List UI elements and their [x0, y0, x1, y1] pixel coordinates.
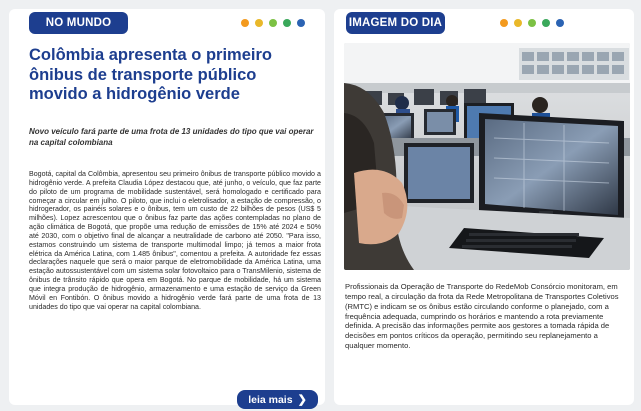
dot-icon [269, 19, 277, 27]
read-more-button[interactable] [237, 390, 318, 409]
dot-icon [528, 19, 536, 27]
dot-icon [297, 19, 305, 27]
article-body: Bogotá, capital da Colômbia, apresentou seu primeiro ônibus de transporte público movido a hidrogênio verde. A prefeita Claudia López destacou que, até junho, o veículo, que faz parte do piloto de um programa de mobilidade sustentável, será homologado e certificado para começar a circular em julho. O piloto, que inclui o eletrolisador, a estação de compressão, o hidrogerador, os painéis solares e o ônibus, tem um custo de 22 bilhões de pesos (US$ 5 milhões). Lopez acrescentou que o ônibus faz parte das ações contempladas no plano de ação climática de Bogotá, que propõe uma redução de emissões de 15% até 2024 e 50% até 2030, com o objetivo final de alcançar a neutralidade de carbono até 2050. "Para isso, estamos construindo um sistema de transporte multimodal limpo; já temos a maior frota elétrica da América Latina, com 1.485 ônibus", comentou a prefeita. A autoridade fez essas declarações naquele que será o maior parque de eletromobilidade da América Latina, uma estação autossustentável com um sistema solar fotovoltaico para o TransMilenio, sistema de ônibus de trânsito rápido que opera em Bogotá. No parque de mobilidade, há um sistema que integra produção de hidrogênio, armazenamento e uma estação de serviço da Green Móvil en Fontibón. O ônibus movido a hidrogênio verde fará parte de uma frota de 13 unidades do tipo que vai operar na capital colombiana. [29, 170, 321, 311]
news-card-no-mundo [9, 9, 325, 405]
read-more-label: leia mais [248, 393, 293, 406]
decorative-dots [500, 19, 564, 27]
chevron-right-icon: ❯ [297, 394, 307, 406]
dot-icon [283, 19, 291, 27]
article-headline[interactable]: Colômbia apresenta o primeiro ônibus de transporte público movido a hidrogênio verde [29, 46, 272, 103]
dot-icon [255, 19, 263, 27]
dot-icon [514, 19, 522, 27]
dot-icon [556, 19, 564, 27]
control-room-photo[interactable] [344, 43, 630, 270]
article-subhead: Novo veículo fará parte de uma frota de 13 unidades do tipo que vai operar na capital colombiana [29, 127, 314, 147]
dot-icon [241, 19, 249, 27]
image-of-day-card [334, 9, 634, 405]
photo-caption: Profissionais da Operação de Transporte do RedeMob Consórcio monitoram, em tempo real, a circulação da frota da Rede Metropolitana de Transportes Coletivos (RMTC) e indicam se os ônibus estão circulando conforme o planejado, com a frequência adequada, cumprindo os horários e mantendo a rota previamente definida. A precisão das informações permite aos gestores a tomada rápida de decisões em pontos críticos da operação, permitindo seu replanejamento a qualquer momento. [345, 282, 619, 351]
section-label: NO MUNDO [29, 12, 128, 34]
dot-icon [542, 19, 550, 27]
dot-icon [500, 19, 508, 27]
decorative-dots [241, 19, 305, 27]
section-label: IMAGEM DO DIA [346, 12, 445, 34]
